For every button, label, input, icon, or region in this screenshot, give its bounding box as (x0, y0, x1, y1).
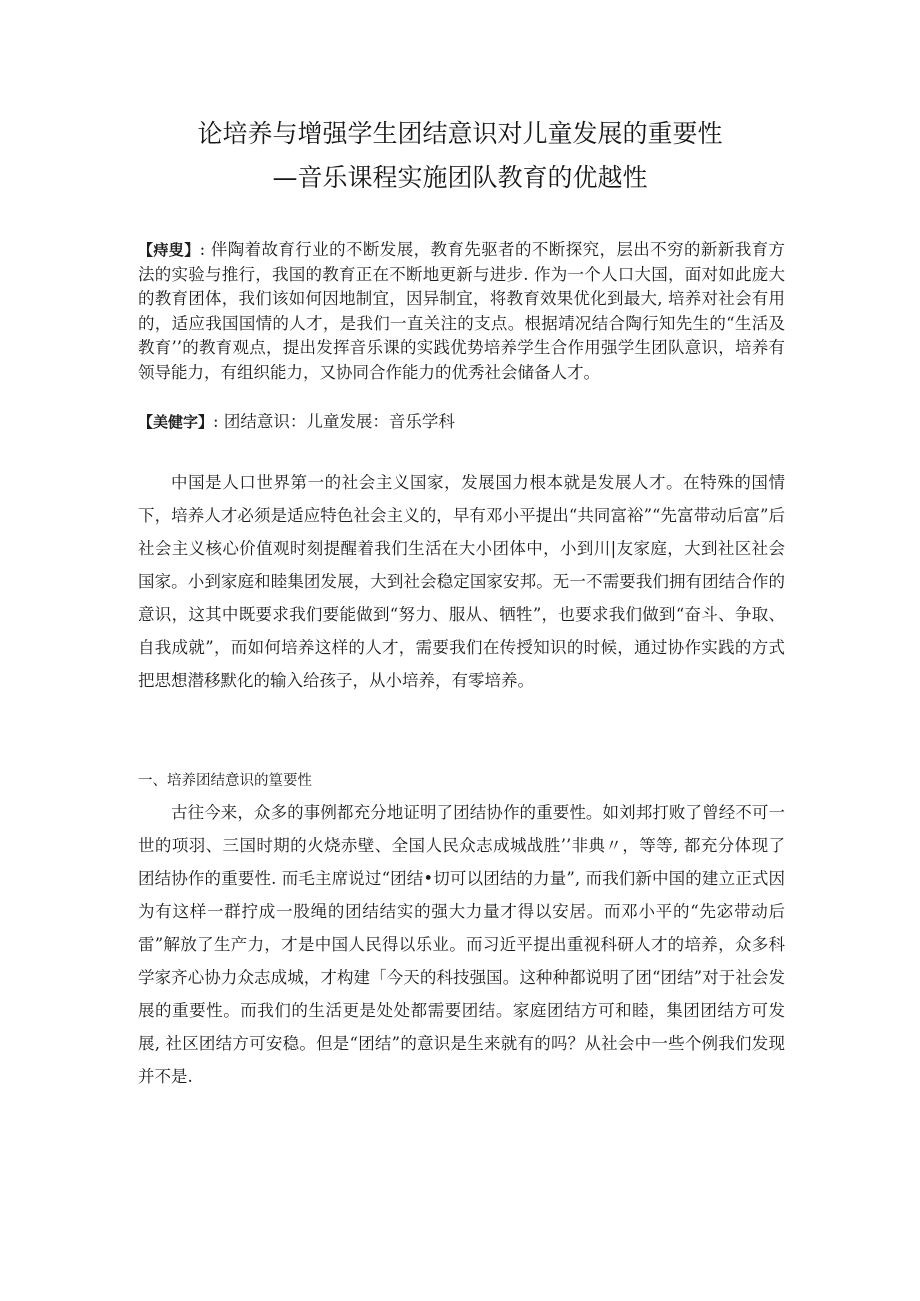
title-line-2: —音乐课程实施团队教育的优越性 (272, 163, 648, 192)
section-paragraph: 古往今来，众多的事例都充分地证明了团结协作的重要性。如刘邦打败了曾经不可一世的项羽、三国时期的火烧赤壁、全国人民众志成城战胜’’非典〃，等等, 都充分体现了团结协作的重要性. 而毛主席说过“团结•切可以团结的力量”, 而我们新中国的建立正式因为有这样一群拧成一股绳的团结结实的强大力量才得以安居。而邓小平的“先宓带动后雷”解放了生产力，才是中国人民得以乐业。而习近平提出重视科研人才的培养，众多科学家齐心协力众志成城，才构建「今天的科技强国。这种种都说明了团“团结”对于社会发展的重要性。而我们的生活更是处处都需要团结。家庭团结方可和睦，集团团结方可发展, 社区团结方可安稳。但是“团结”的意识是生来就有的吗？从社会中一些个例我们发现并不是. (138, 803, 785, 1086)
intro-paragraph: 中国是人口世界第一的社会主义国家，发展国力根本就是发展人才。在特殊的国情下，培养人才必须是适应特色社会主义的，早有邓小平提出“共同富裕”“先富带动后富”后社会主义核心价值观时刻提醒着我们生活在大小团体中，小到川|友家庭，大到社区社会国家。小到家庭和睦集团发展，大到社会稳定国家安邦。无一不需要我们拥有团结合作的意识，这其中既要求我们要能做到“努力、服从、牺牲”，也要求我们做到“奋斗、争取、自我成就”，而如何培养这样的人才，需要我们在传授知识的时候，通过协作实践的方式把思想潜移默化的输入给孩子，从小培养，有零培养。 (138, 473, 785, 690)
keywords-label: 【美健字】 (138, 413, 214, 431)
title-line-1: 论培养与增强学生团结意识对儿童发展的重要性 (197, 119, 723, 148)
abstract-label: 【痔叟】 (138, 241, 200, 259)
abstract (138, 238, 785, 385)
abstract-text: : 伴陶着故育行业的不断发展，教育先驱者的不断探究，层出不穷的新新我育方法的实验与推行，我国的教育正在不断地更新与进步. 作为一个人口大国，面对如此庞大的教育团体，我们该如何因地制宜，因异制宜，将教育效果优化到最大, 培养对社会有用的，适应我国国情的人才，是我们一直关注的支点。根据靖况结合陶行知先生的“生活及教育’’的教育观点，提出发挥音乐课的实践优势培养学生合作用强学生团队意识，培养有领导能力，有组织能力，又协同合作能力的优秀社会储备人才。 (138, 240, 785, 382)
keywords (138, 410, 785, 434)
keywords-text: : 团结意识：儿童发展：音乐学科 (213, 412, 455, 431)
section-heading: 一、培养团结意识的篁要性 (138, 773, 312, 789)
